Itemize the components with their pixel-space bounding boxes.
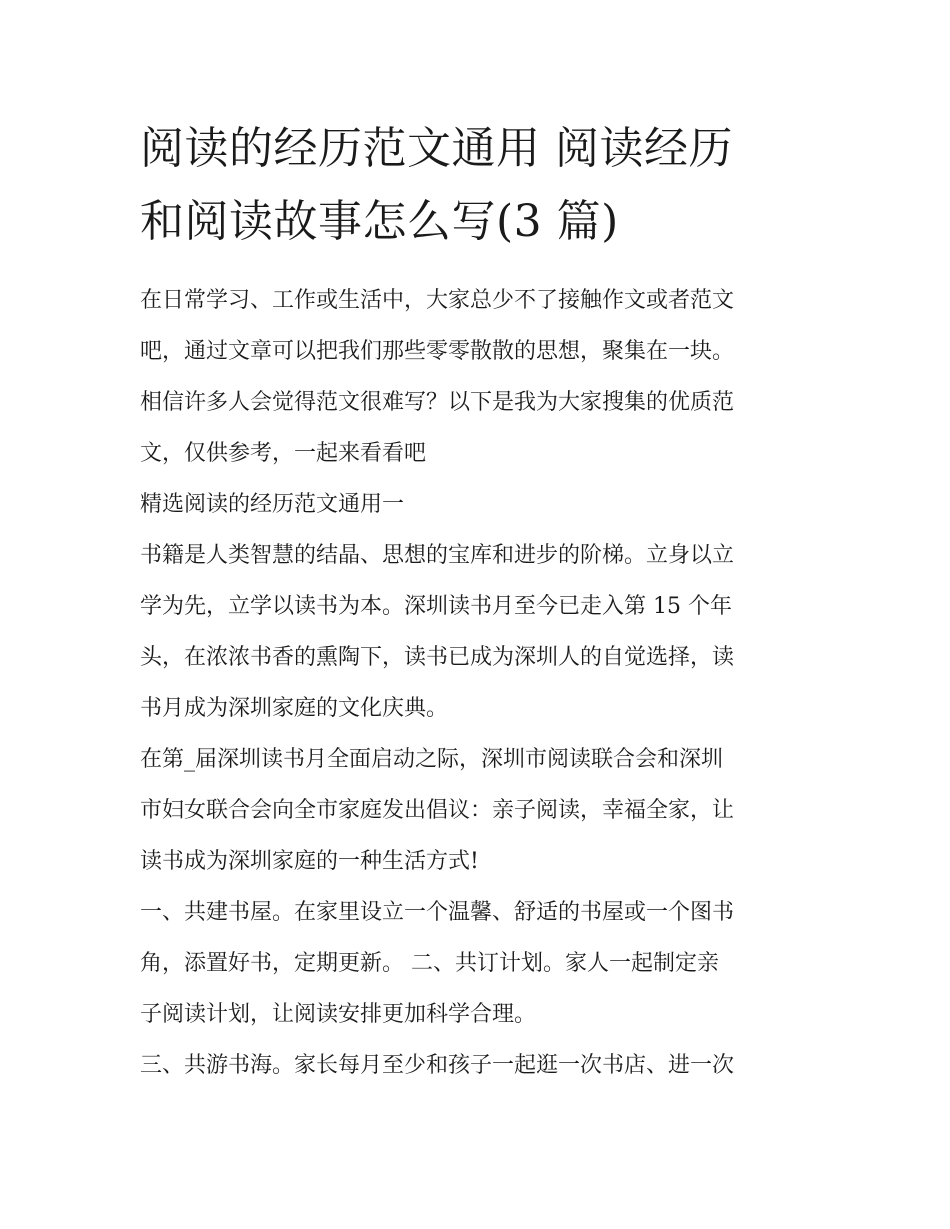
- paragraph-1-line-4: 书月成为深圳家庭的文化庆典。: [140, 696, 449, 721]
- paragraph-1-line-1: 书籍是人类智慧的结晶、思想的宝库和进步的阶梯。立身以立: [140, 543, 735, 568]
- intro-line-2: 吧，通过文章可以把我们那些零零散散的思想，聚集在一块。: [140, 339, 735, 364]
- intro-line-3: 相信许多人会觉得范文很难写？以下是我为大家搜集的优质范: [140, 390, 735, 415]
- paragraph-2-line-1: 在第_届深圳读书月全面启动之际，深圳市阅读联合会和深圳: [140, 747, 724, 772]
- paragraph-2-line-2: 市妇女联合会向全市家庭发出倡议：亲子阅读，幸福全家，让: [140, 798, 735, 823]
- paragraph-2-line-3: 读书成为深圳家庭的一种生活方式!: [140, 849, 479, 874]
- paragraph-3-line-2: 角，添置好书，定期更新。 二、共订计划。家人一起制定亲: [140, 951, 719, 976]
- title-line-1: 阅读的经历范文通用 阅读经历: [140, 123, 733, 174]
- section-heading: 精选阅读的经历范文通用一: [140, 492, 405, 517]
- paragraph-4-line-1: 三、共游书海。家长每月至少和孩子一起逛一次书店、进一次: [140, 1053, 735, 1078]
- document-title: [140, 112, 820, 258]
- paragraph-1-line-2: 学为先，立学以读书为本。深圳读书月至今已走入第 15 个年: [140, 594, 732, 619]
- paragraph-1-line-3: 头，在浓浓书香的熏陶下，读书已成为深圳人的自觉选择，读: [140, 645, 735, 670]
- paragraph-3-line-3: 子阅读计划，让阅读安排更加科学合理。: [140, 1002, 537, 1027]
- paragraph-3-line-1: 一、共建书屋。在家里设立一个温馨、舒适的书屋或一个图书: [140, 900, 735, 925]
- document-body: [140, 275, 820, 1091]
- title-line-2: 和阅读故事怎么写(3 篇): [140, 196, 619, 247]
- intro-line-1: 在日常学习、工作或生活中，大家总少不了接触作文或者范文: [140, 288, 735, 313]
- intro-line-4: 文，仅供参考，一起来看看吧: [140, 441, 427, 466]
